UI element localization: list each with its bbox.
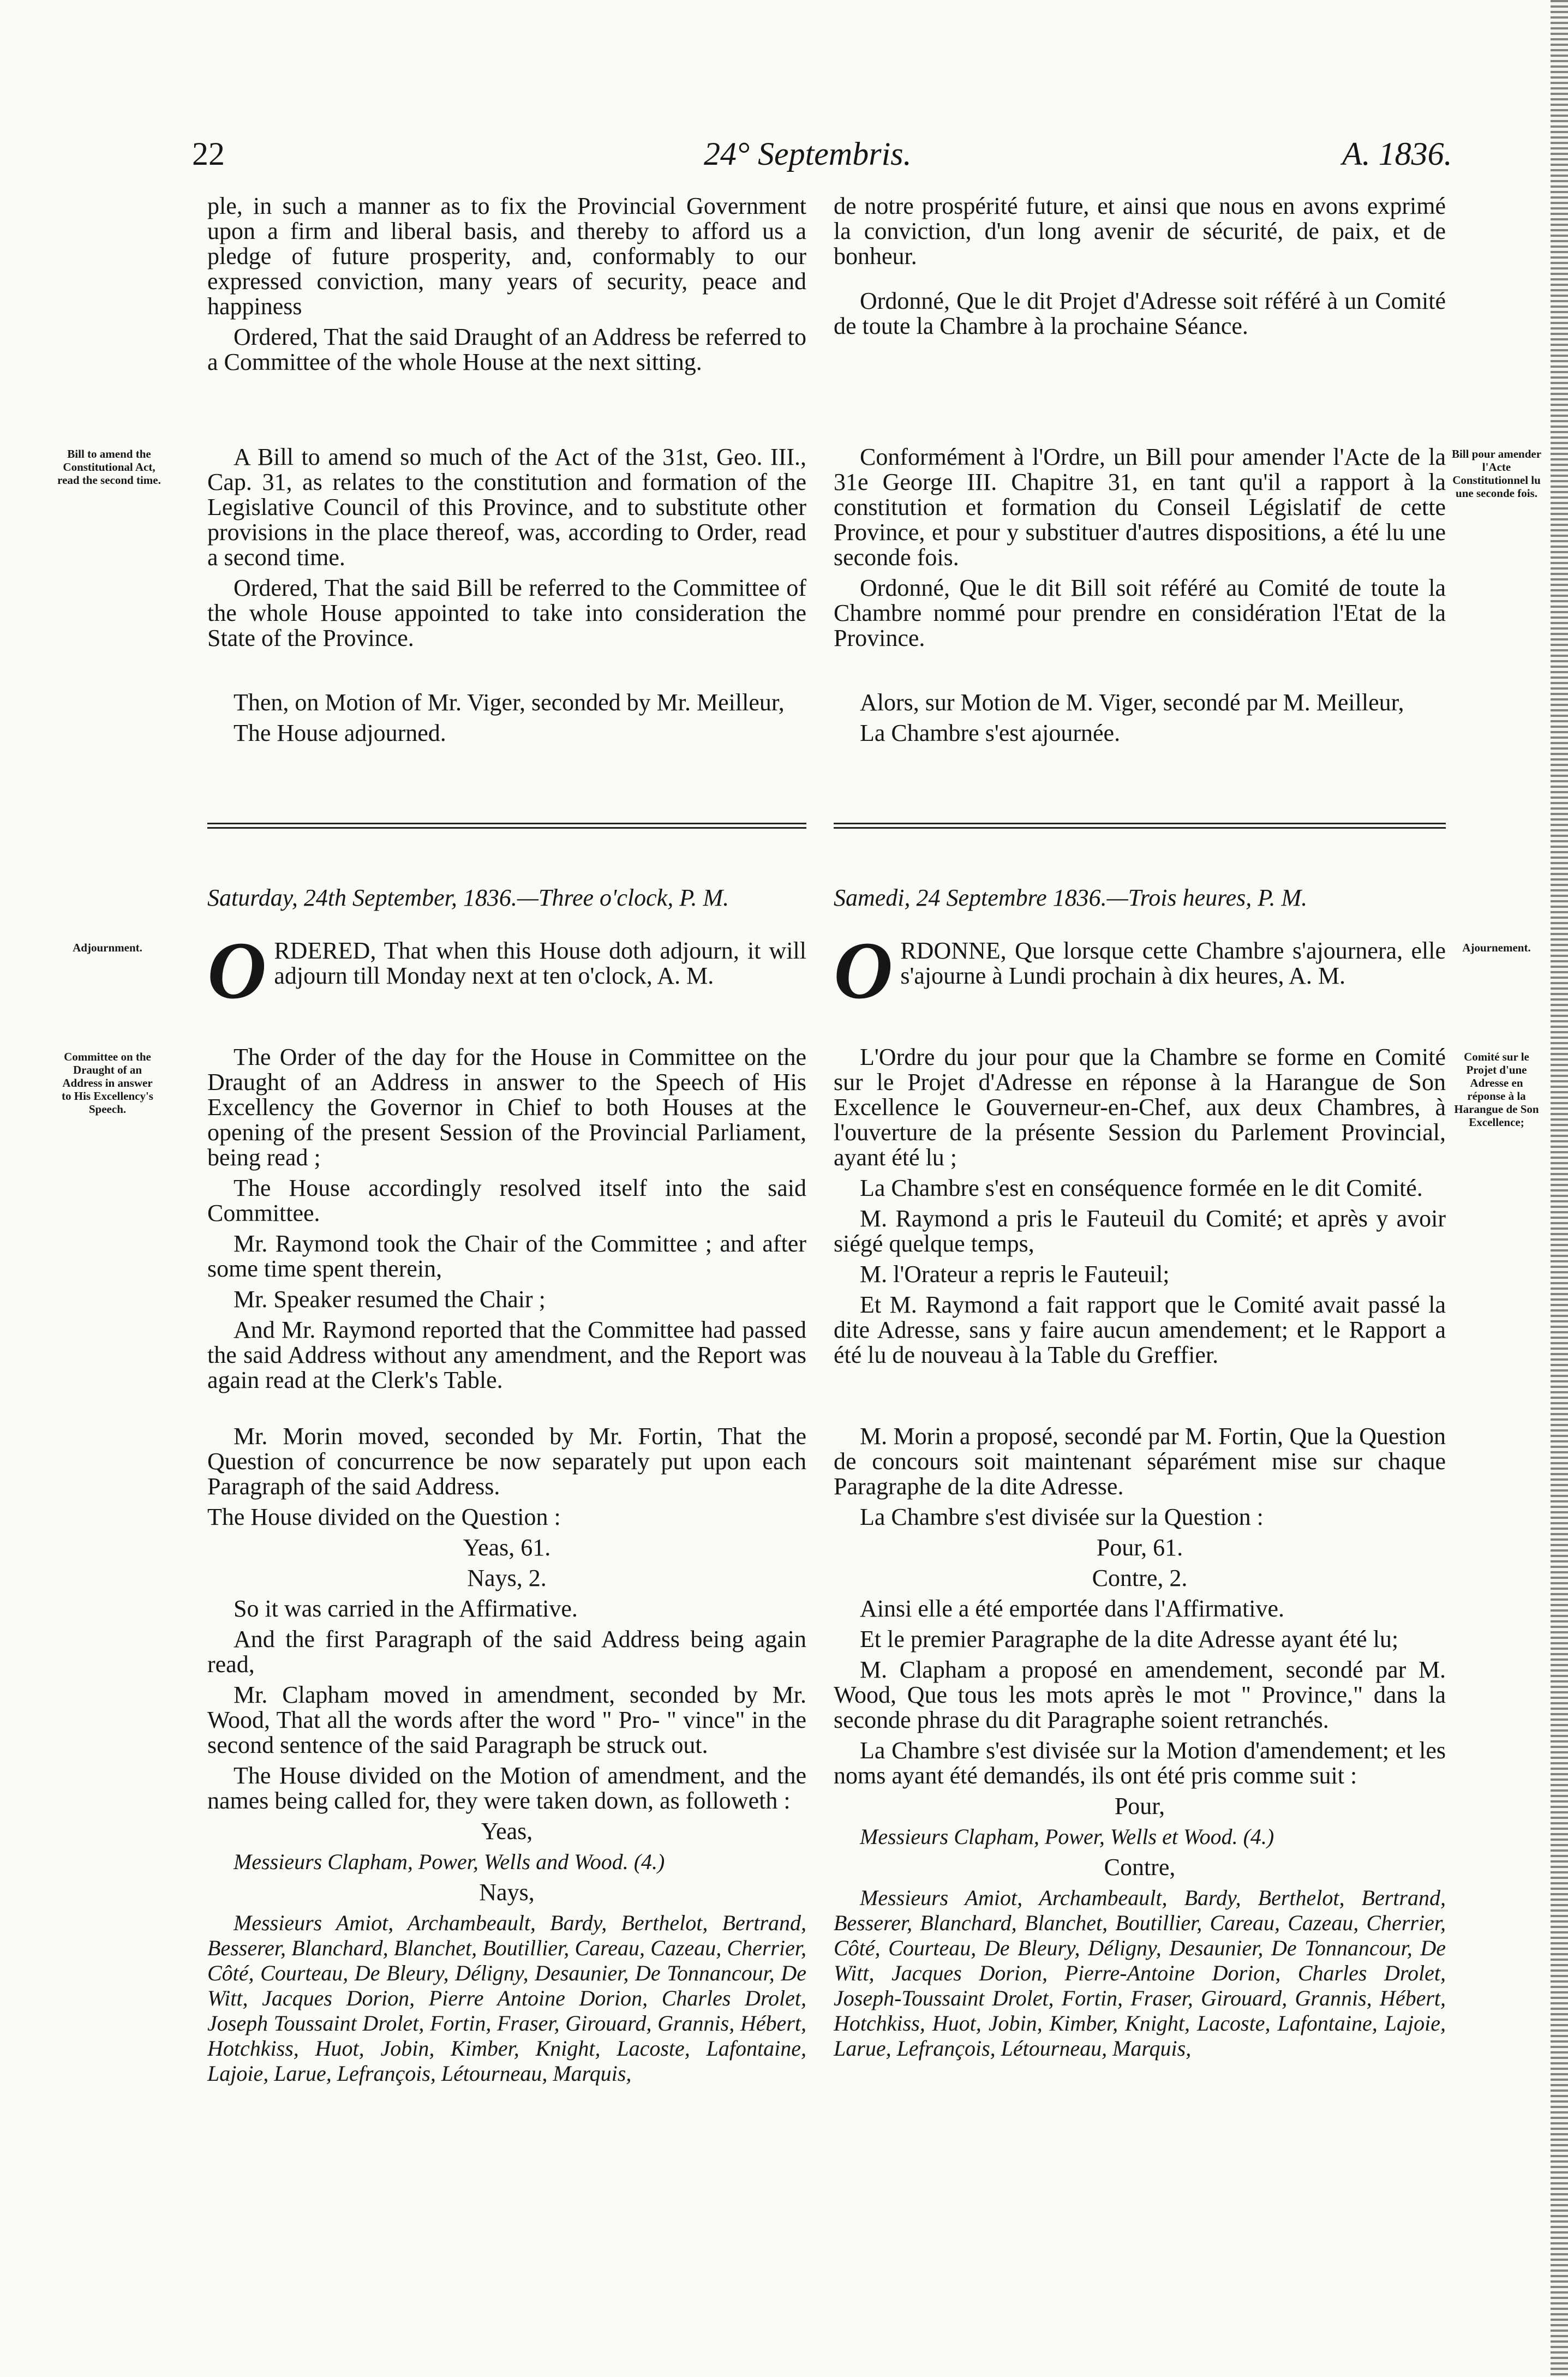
margin-note-committee-en: Committee on the Draught of an Address in answer to His Excellency's Speech. <box>62 1050 153 1116</box>
section-division-fr <box>834 1424 1446 2067</box>
vote-nays: Nays, 2. <box>467 1565 547 1591</box>
section-bill-fr <box>834 445 1446 656</box>
margin-note-adjournment-en: Adjournment. <box>73 941 142 954</box>
paragraph: La Chambre s'est divisée sur la Question : <box>860 1504 1264 1530</box>
dateline-fr: Samedi, 24 Septembre 1836.—Trois heures, P. M. <box>834 884 1308 911</box>
paragraph: So it was carried in the Affirmative. <box>234 1595 578 1622</box>
paragraph: The House accordingly resolved itself into the said Committee. <box>207 1175 806 1226</box>
paragraph: Alors, sur Motion de M. Viger, secondé par M. Meilleur, <box>860 689 1404 716</box>
divider-rule-en-2 <box>207 827 806 829</box>
margin-note-bill-en: Bill to amend the Constitutional Act, read the second time. <box>57 447 161 487</box>
paragraph: Mr. Speaker resumed the Chair ; <box>234 1286 546 1313</box>
nays-heading: Nays, <box>479 1879 535 1906</box>
paragraph: La Chambre s'est ajournée. <box>860 720 1121 746</box>
section-division-en <box>207 1424 806 2092</box>
section-bill-en <box>207 445 806 656</box>
section-adjournment-en <box>207 925 806 1016</box>
nays-names: Messieurs Amiot, Archambeault, Bardy, Berthelot, Bertrand, Besserer, Blanchard, Blanchet, Boutillier, Careau, Cazeau, Cherrier, Côté, Courteau, De Bleury, Déligny, Desaunier, De Tonnancour, De Witt, Jacques Dorion, Pierre Antoine Dorion, Charles Drolet, Joseph Toussaint Drolet, Fortin, Fraser, Girouard, Grannis, Hébert, Hotchkiss, Huot, Jobin, Kimber, Knight, Lacoste, Lafontaine, Lajoie, Larue, Lefrançois, Létourneau, Marquis, <box>207 1911 806 2086</box>
paragraph: de notre prospérité future, et ainsi que nous en avons exprimé la conviction, d'un long avenir de sécurité, de paix, et de bonheur. <box>834 193 1446 270</box>
contre-heading: Contre, <box>1104 1854 1176 1881</box>
paragraph: Then, on Motion of Mr. Viger, seconded by Mr. Meilleur, <box>234 689 785 716</box>
contre-names: Messieurs Amiot, Archambeault, Bardy, Berthelot, Bertrand, Besserer, Blanchard, Blanchet, Boutillier, Careau, Cazeau, Cherrier, Côté, Courteau, De Bleury, Déligny, Desaunier, De Tonnancour, De Witt, Jacques Dorion, Pierre-Antoine Dorion, Charles Drolet, Joseph-Toussaint Drolet, Fortin, Fraser, Girouard, Grannis, Hébert, Hotchkiss, Huot, Jobin, Kimber, Knight, Lacoste, Lafontaine, Lajoie, Larue, Lefrançois, Létourneau, Marquis, <box>834 1885 1446 2061</box>
paragraph: Ordonné, Que le dit Bill soit référé au Comité de toute la Chambre nommé pour prendre en considération l'Etat de la Province. <box>834 574 1446 651</box>
paragraph: Mr. Clapham moved in amendment, seconded by Mr. Wood, That all the words after the word " Pro- " vince" in the second sentence of the said Paragraph be struck out. <box>207 1681 806 1758</box>
paragraph: La Chambre s'est en conséquence formée en le dit Comité. <box>860 1175 1423 1201</box>
paragraph: ple, in such a manner as to fix the Provincial Government upon a firm and liberal basis, and thereby to afford us a pledge of future prosperity, and, conformably to our expressed conviction, many years of security, peace and happiness <box>207 193 806 320</box>
margin-note-committee-fr: Comité sur le Projet d'une Adresse en réponse à la Harangue de Son Excellence; <box>1454 1050 1539 1129</box>
pour-names: Messieurs Clapham, Power, Wells et Wood. (4.) <box>860 1824 1274 1849</box>
paragraph: Ordered, That the said Draught of an Address be referred to a Committee of the whole House at the next sitting. <box>207 324 806 375</box>
book-spine-edge <box>1551 0 1568 2377</box>
paragraph: Ainsi elle a été emportée dans l'Affirmative. <box>860 1595 1285 1622</box>
section-adjournment-fr <box>834 925 1446 1016</box>
section-committee-en <box>207 1045 806 1398</box>
dateline-en: Saturday, 24th September, 1836.—Three o'clock, P. M. <box>207 884 729 911</box>
section-continuation-fr <box>834 194 1446 344</box>
margin-note-bill-fr: Bill pour amender l'Acte Constitutionnel lu une seconde fois. <box>1451 447 1542 500</box>
paragraph: M. l'Orateur a repris le Fauteuil; <box>860 1261 1170 1288</box>
paragraph: The House divided on the Question : <box>207 1504 561 1530</box>
paragraph: L'Ordre du jour pour que la Chambre se forme en Comité sur le Projet d'Adresse en réponse à la Harangue de Son Excellence le Gouverneur-en-Chef, aux deux Chambres, à l'ouverture de la présente Session du Parlement Provincial, ayant été lu ; <box>834 1044 1446 1171</box>
section-continuation-en <box>207 194 806 380</box>
paragraph: Mr. Raymond took the Chair of the Committee ; and after some time spent therein, <box>207 1230 806 1282</box>
paragraph: Conformément à l'Ordre, un Bill pour amender l'Acte de la 31e George III. Chapitre 31, en tant qu'il a rapport à la constitution et formation du Conseil Législatif de cette Province, et pour y substituer d'autres dispositions, a été lu une seconde fois. <box>834 444 1446 571</box>
paragraph: ORDERED, That when this House doth adjourn, it will adjourn till Monday next at ten o'clock, A. M. <box>207 925 806 1016</box>
section-adjourned-en <box>207 690 806 751</box>
paragraph: Et M. Raymond a fait rapport que le Comité avait passé la dite Adresse, sans y faire aucun amendement; et le Rapport a été lu de nouveau à la Table du Greffier. <box>834 1291 1446 1368</box>
section-committee-fr <box>834 1045 1446 1373</box>
paragraph: ORDONNE, Que lorsque cette Chambre s'ajournera, elle s'ajourne à Lundi prochain à dix heures, A. M. <box>834 925 1446 1016</box>
page-year: A. 1836. <box>1342 136 1452 172</box>
paragraph: Et le premier Paragraphe de la dite Adresse ayant été lu; <box>860 1626 1399 1652</box>
page-header <box>0 135 1568 179</box>
paragraph: The House divided on the Motion of amendment, and the names being called for, they were taken down, as followeth : <box>207 1762 806 1814</box>
section-adjourned-fr <box>834 690 1446 751</box>
yeas-names: Messieurs Clapham, Power, Wells and Wood. (4.) <box>234 1849 665 1874</box>
paragraph: M. Morin a proposé, secondé par M. Fortin, Que la Question de concours soit maintenant séparément mise sur chaque Paragraphe de la dite Adresse. <box>834 1423 1446 1500</box>
paragraph: La Chambre s'est divisée sur la Motion d'amendement; et les noms ayant été demandés, ils ont été pris comme suit : <box>834 1737 1446 1789</box>
page-title: 24° Septembris. <box>704 136 912 172</box>
pour-heading: Pour, <box>1114 1793 1165 1819</box>
paragraph: The House adjourned. <box>234 720 446 746</box>
paragraph: M. Clapham a proposé en amendement, secondé par M. Wood, Que tous les mots après le mot " Province," dans la seconde phrase du dit Paragraphe soient retranchés. <box>834 1656 1446 1733</box>
page-number: 22 <box>192 136 225 172</box>
divider-rule-fr <box>834 823 1446 824</box>
divider-rule-fr-2 <box>834 827 1446 829</box>
paragraph: And Mr. Raymond reported that the Committee had passed the said Address without any amendment, and the Report was again read at the Clerk's Table. <box>207 1316 806 1393</box>
vote-contre: Contre, 2. <box>1092 1565 1188 1591</box>
paragraph: A Bill to amend so much of the Act of the 31st, Geo. III., Cap. 31, as relates to the constitution and formation of the Legislative Council of this Province, and to substitute other provisions in the place thereof, was, according to Order, read a second time. <box>207 444 806 571</box>
paragraph: And the first Paragraph of the said Address being again read, <box>207 1626 806 1678</box>
paragraph: Ordonné, Que le dit Projet d'Adresse soit référé à un Comité de toute la Chambre à la prochaine Séance. <box>834 288 1446 339</box>
paragraph: The Order of the day for the House in Committee on the Draught of an Address in answer to the Speech of His Excellency the Governor in Chief to both Houses at the opening of the present Session of the Provincial Parliament, being read ; <box>207 1044 806 1171</box>
yeas-heading: Yeas, <box>481 1818 533 1845</box>
vote-pour: Pour, 61. <box>1096 1534 1183 1561</box>
divider-rule-en <box>207 823 806 824</box>
paragraph: M. Raymond a pris le Fauteuil du Comité; et après y avoir siégé quelque temps, <box>834 1205 1446 1257</box>
vote-yeas: Yeas, 61. <box>463 1534 551 1561</box>
margin-note-adjournment-fr: Ajournement. <box>1462 941 1531 954</box>
paragraph: Ordered, That the said Bill be referred to the Committee of the whole House appointed to take into consideration the State of the Province. <box>207 574 806 651</box>
paragraph: Mr. Morin moved, seconded by Mr. Fortin, That the Question of concurrence be now separately put upon each Paragraph of the said Address. <box>207 1423 806 1500</box>
